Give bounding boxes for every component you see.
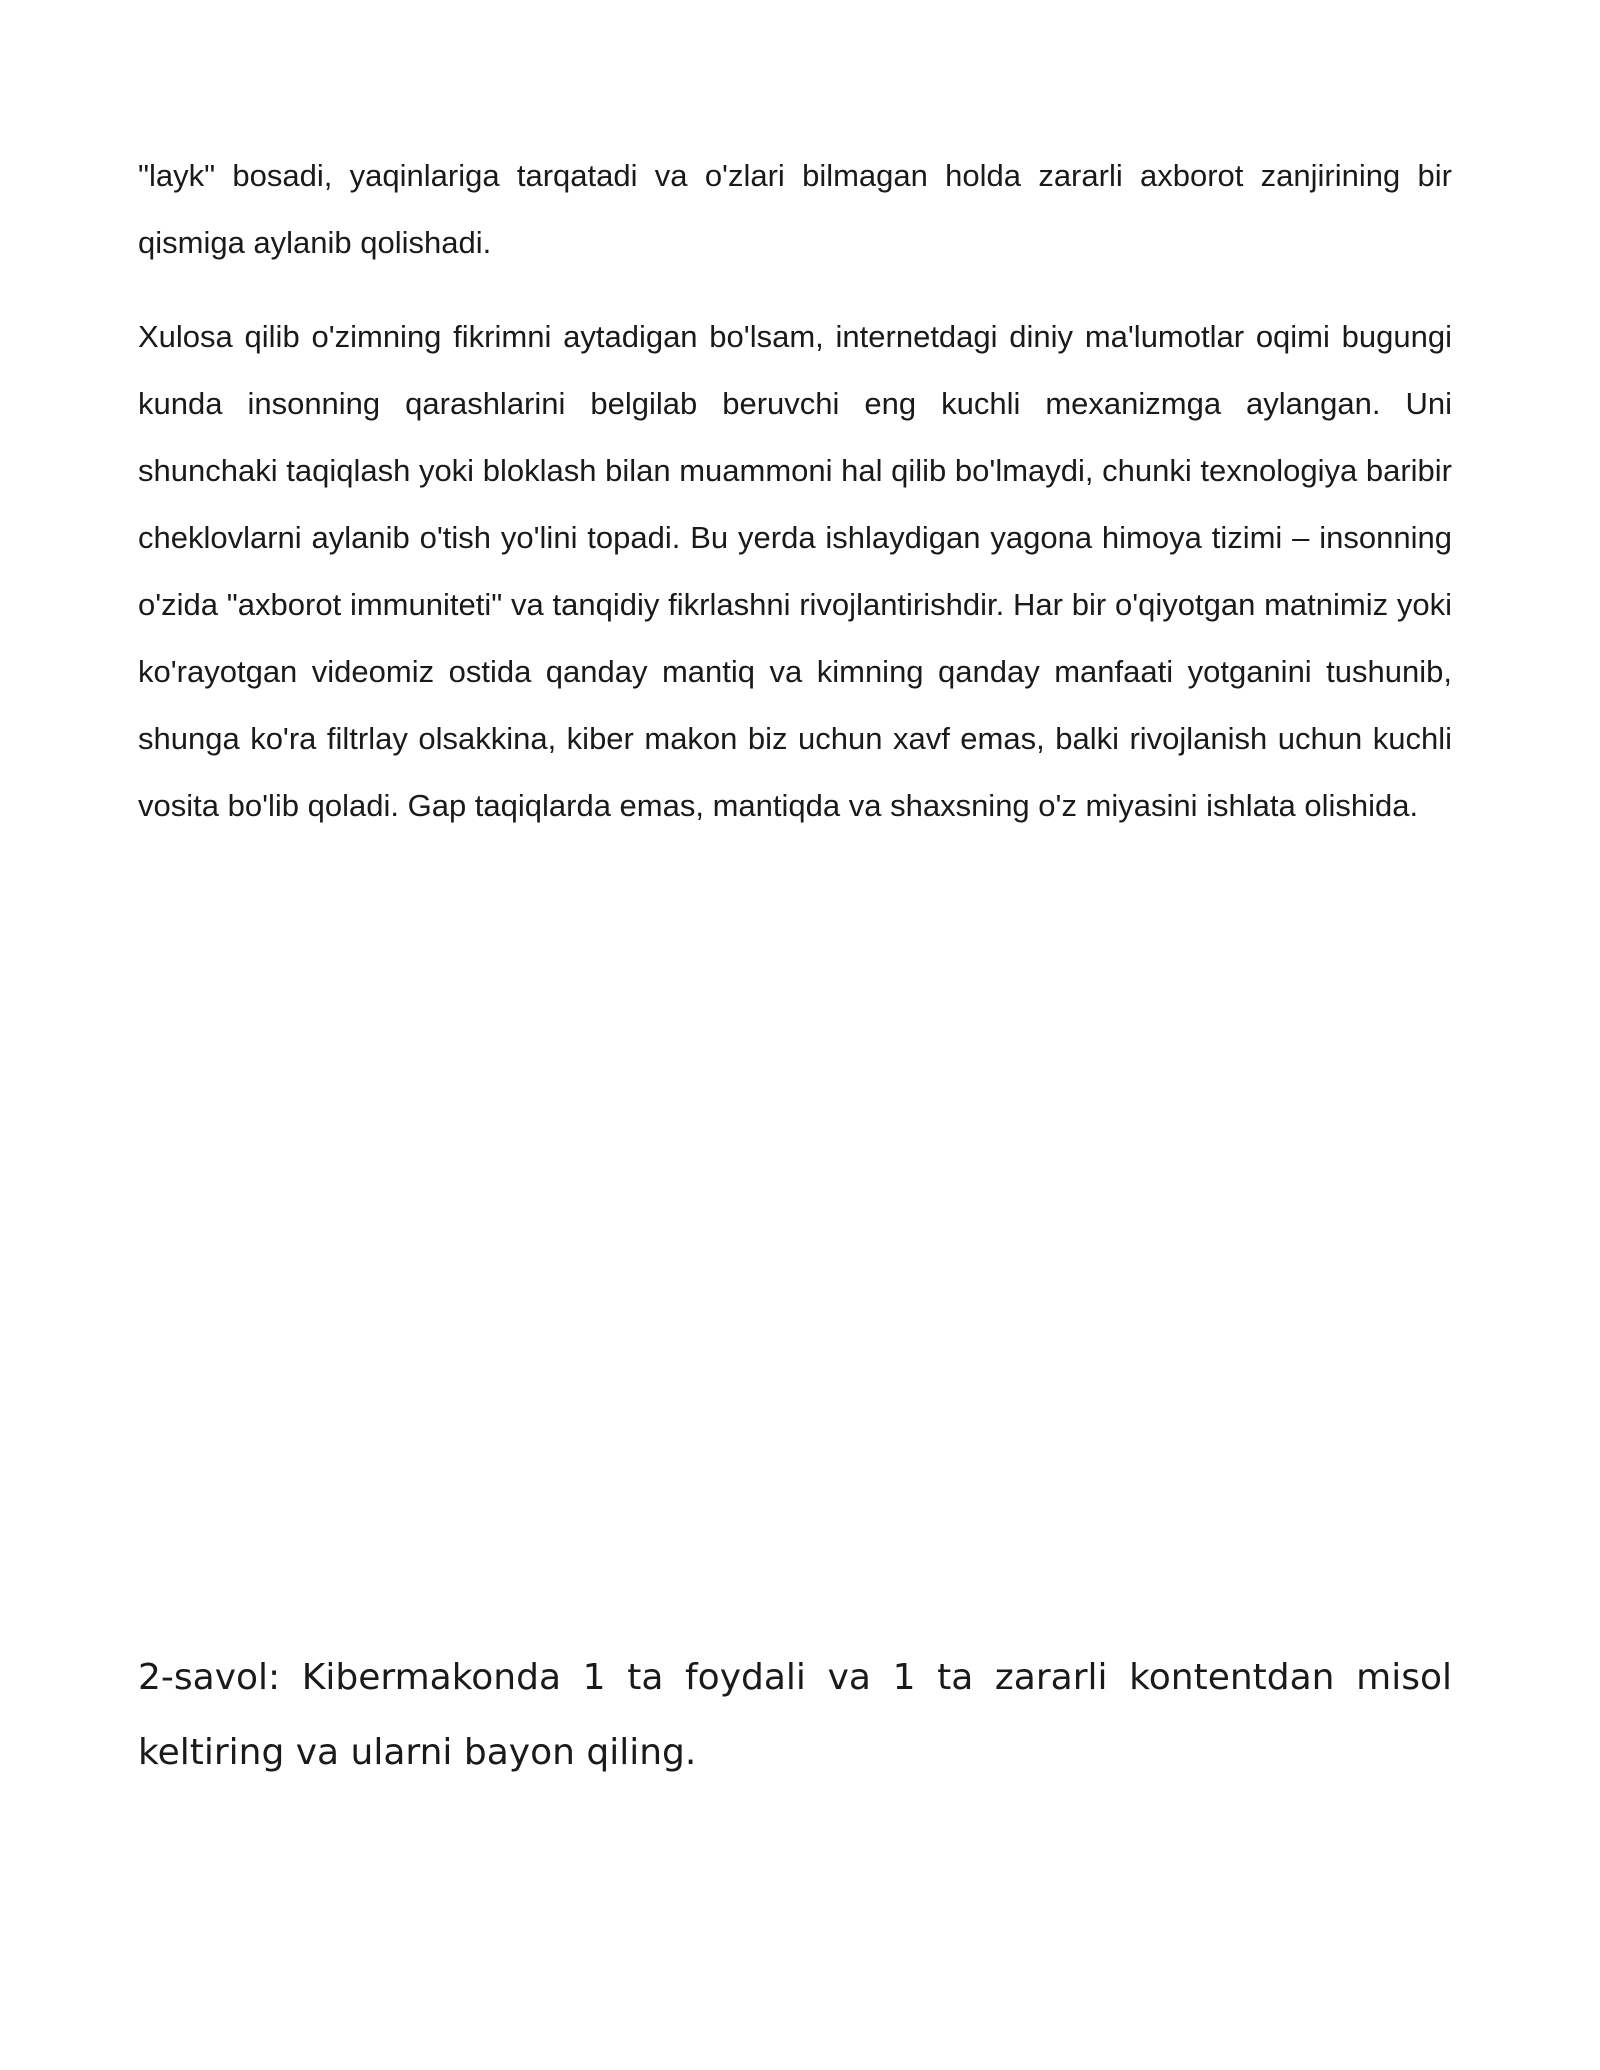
paragraph-text: "layk" bosadi, yaqinlariga tarqatadi va o'zlari bilmagan holda zararli axborot zanjirining bir qismiga aylanib qolishadi.	[138, 158, 1452, 260]
question-heading: 2-savol: Kibermakonda 1 ta foydali va 1 ta zararli kontentdan misol keltiring va ularni bayon qiling.	[138, 1657, 1452, 1773]
paragraph-text: Xulosa qilib o'zimning fikrimni aytadigan bo'lsam, internetdagi diniy ma'lumotlar oqimi bugungi kunda insonning qarashlarini belgilab beruvchi eng kuchli mexanizmga aylangan. Uni shunchaki taqiqlash yoki bloklash bilan muammoni hal qilib bo'lmaydi, chunki texnologiya baribir cheklovlarni aylanib o'tish yo'lini topadi. Bu yerda ishlaydigan yagona himoya tizimi – insonning o'zida "axborot immuniteti" va tanqidiy fikrlashni rivojlantirishdir. Har bir o'qiyotgan matnimiz yoki ko'rayotgan videomiz ostida qanday mantiq va kimning qanday manfaati yotganini tushunib, shunga ko'ra filtrlay olsakkina, kiber makon biz uchun xavf emas, balki rivojlanish uchun kuchli vosita bo'lib qoladi. Gap taqiqlarda emas, mantiqda va shaxsning o'z miyasini ishlata olishida.	[138, 319, 1452, 823]
paragraph-continuation	[138, 142, 1452, 276]
paragraph-conclusion	[138, 303, 1452, 839]
